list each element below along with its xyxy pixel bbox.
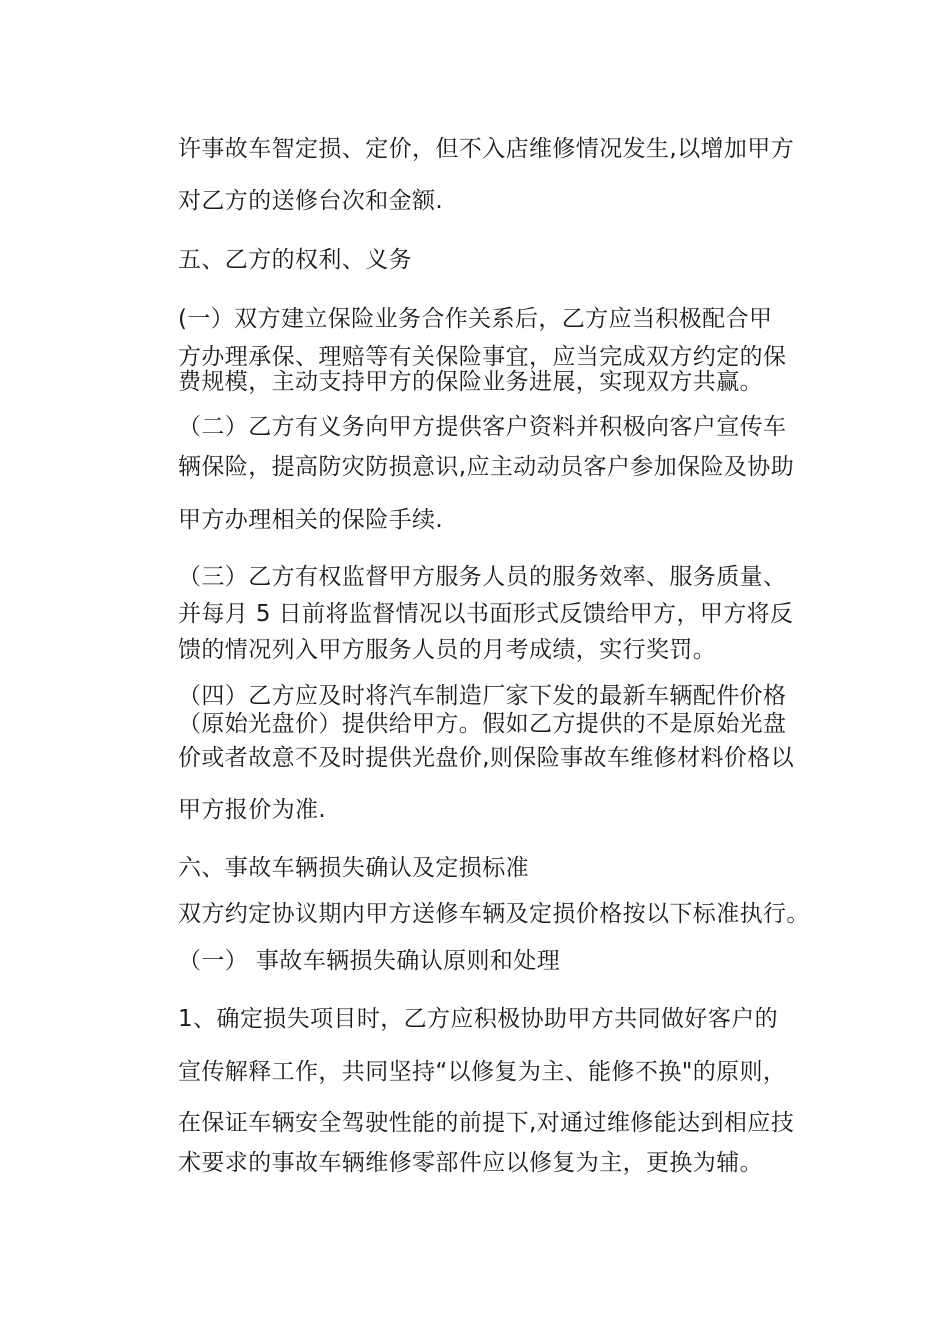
text-line: 辆保险，提高防灾防损意识,应主动动员客户参加保险及协助: [178, 454, 795, 480]
text-line: 方办理承保、理赔等有关保险事宜，应当完成双方约定的保: [178, 344, 787, 370]
text-line: 馈的情况列入甲方服务人员的月考成绩，实行奖罚。: [178, 637, 717, 663]
text-line: 并每月 5 日前将监督情况以书面形式反馈给甲方，甲方将反: [178, 601, 794, 627]
text-line: 对乙方的送修台次和金额.: [178, 188, 444, 214]
text-line: 许事故车智定损、定价，但不入店维修情况发生,以增加甲方: [178, 136, 795, 162]
text-line: （原始光盘价）提供给甲方。假如乙方提供的不是原始光盘: [178, 711, 787, 737]
text-line: （四）乙方应及时将汽车制造厂家下发的最新车辆配件价格: [178, 683, 787, 709]
text-line: 术要求的事故车辆维修零部件应以修复为主，更换为辅。: [178, 1150, 763, 1176]
text-line: 费规模，主动支持甲方的保险业务进展，实现双方共赢。: [178, 369, 763, 395]
text-line: 在保证车辆安全驾驶性能的前提下,对通过维修能达到相应技: [178, 1110, 795, 1136]
subsection-heading: （一） 事故车辆损失确认原则和处理: [178, 948, 561, 974]
text-line: 宣传解释工作，共同坚持“以修复为主、能修不换"的原则，: [178, 1059, 787, 1085]
text-line: 价或者故意不及时提供光盘价,则保险事故车维修材料价格以: [178, 745, 795, 771]
text-line: 双方约定协议期内甲方送修车辆及定损价格按以下标准执行。: [178, 901, 810, 927]
section-heading: 六、事故车辆损失确认及定损标准: [178, 855, 529, 881]
text-line: （二）乙方有义务向甲方提供客户资料并积极向客户宣传车: [178, 414, 787, 440]
text-line: (一）双方建立保险业务合作关系后，乙方应当积极配合甲: [178, 306, 773, 332]
text-line: 1、确定损失项目时，乙方应积极协助甲方共同做好客户的: [178, 1006, 779, 1032]
text-line: 甲方办理相关的保险手续.: [178, 507, 444, 533]
text-line: 甲方报价为准.: [178, 797, 327, 823]
text-line: （三）乙方有权监督甲方服务人员的服务效率、服务质量、: [178, 564, 787, 590]
section-heading: 五、乙方的权利、义务: [178, 247, 412, 273]
